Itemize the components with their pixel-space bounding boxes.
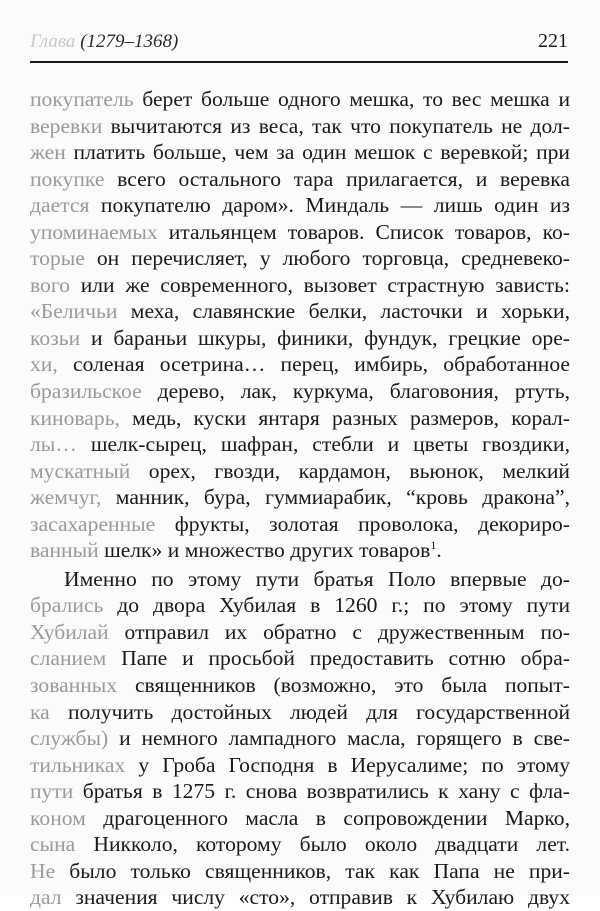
text-line-body: шелк-сырец, шафран, стебли и цветы гвоздики, bbox=[76, 432, 570, 457]
footnote-marker[interactable]: 1 bbox=[430, 538, 437, 553]
text-line-lead: хи, bbox=[30, 352, 58, 377]
text-line bbox=[30, 511, 570, 538]
text-line bbox=[30, 139, 570, 166]
text-line-body: Никколо, которому было около двадцати лет. bbox=[75, 832, 570, 857]
chapter-title-dates: (1279–1368) bbox=[75, 31, 179, 52]
text-line bbox=[30, 752, 570, 779]
text-line bbox=[30, 566, 570, 593]
text-line-body: у Гроба Господня в Иерусалиме; по этому bbox=[125, 752, 570, 777]
text-line bbox=[30, 592, 570, 619]
text-line-lead: покупатель bbox=[30, 87, 134, 111]
text-line-body: и немного лампадного масла, горящего в све- bbox=[108, 726, 570, 751]
text-line-lead: жен bbox=[30, 140, 66, 165]
text-line-lead: ка bbox=[30, 699, 50, 724]
text-line-body: итальянцем товаров. Список товаров, ко- bbox=[157, 219, 570, 244]
text-line-body: братья в 1275 г. снова возвратились к хану с фла- bbox=[73, 779, 570, 804]
text-line-lead: покупке bbox=[30, 166, 105, 191]
text-line-body: медь, куски янтаря разных размеров, корал- bbox=[119, 405, 570, 430]
text-line bbox=[30, 325, 570, 352]
text-line bbox=[30, 378, 570, 405]
text-line bbox=[30, 458, 570, 485]
text-line-lead: ванный bbox=[30, 538, 99, 563]
text-line-body: всего остального тара прилагается, и веревка bbox=[104, 166, 570, 191]
text-line-lead: козьи bbox=[30, 325, 81, 350]
text-line-body: дерево, лак, куркума, благовония, ртуть, bbox=[141, 379, 570, 404]
text-line-body: было только священников, так как Папа не при- bbox=[55, 858, 570, 883]
text-line bbox=[30, 113, 570, 140]
text-line-lead: торые bbox=[30, 246, 85, 271]
paragraph-1-last-line bbox=[30, 537, 570, 564]
text-line bbox=[30, 805, 570, 832]
text-line bbox=[30, 831, 570, 858]
text-line bbox=[30, 619, 570, 646]
text-line-body: вычитаются из веса, так что покупатель не дол- bbox=[102, 113, 570, 138]
text-line-body: или же современного, вызовет страстную зависть: bbox=[69, 272, 570, 297]
text-line bbox=[30, 645, 570, 672]
text-line bbox=[30, 192, 570, 219]
text-line-body: орех, гвозди, кардамон, вьюнок, мелкий bbox=[130, 458, 570, 483]
text-line-body: покупателю даром». Миндаль — лишь один из bbox=[89, 193, 570, 218]
text-line-lead: засахаренные bbox=[30, 511, 156, 536]
text-line-lead: киноварь, bbox=[30, 405, 120, 430]
text-line-body: драгоценного масла в сопровождении Марко, bbox=[85, 805, 570, 830]
header-rule bbox=[30, 61, 568, 63]
text-line bbox=[30, 405, 570, 432]
body-text bbox=[30, 86, 570, 911]
sentence-end: . bbox=[436, 538, 442, 563]
page-number: 221 bbox=[538, 30, 568, 52]
text-line-lead: пути bbox=[30, 779, 74, 804]
text-line-body: он перечисляет, у любого торговца, средневеко- bbox=[84, 246, 570, 271]
text-line-lead: зованных bbox=[30, 673, 118, 698]
text-line bbox=[30, 86, 570, 113]
text-line-lead: Хубилай bbox=[30, 619, 109, 644]
text-line bbox=[30, 351, 570, 378]
text-line bbox=[30, 858, 570, 885]
text-line bbox=[30, 699, 570, 726]
text-line bbox=[30, 431, 570, 458]
text-line bbox=[30, 672, 570, 699]
text-line bbox=[30, 298, 570, 325]
text-line bbox=[30, 884, 570, 911]
text-line bbox=[30, 219, 570, 246]
text-line-lead: упоминаемых bbox=[30, 219, 158, 244]
text-line bbox=[30, 725, 570, 752]
text-line bbox=[30, 166, 570, 193]
text-line-lead: жемчуг, bbox=[30, 485, 102, 510]
paragraph-2 bbox=[30, 566, 570, 911]
text-line-body: шелк» и множество других товаров bbox=[98, 538, 431, 563]
text-line-body: до двора Хубилая в 1260 г.; по этому пути bbox=[103, 593, 570, 618]
text-line-body: фрукты, золотая проволока, декориро- bbox=[155, 511, 570, 536]
text-line-lead: тильниках bbox=[30, 752, 126, 777]
chapter-title-faded: Глава bbox=[30, 31, 76, 52]
text-line-lead: сына bbox=[30, 832, 76, 857]
text-line-body: священников (возможно, это была попыт- bbox=[117, 673, 570, 698]
text-line-lead: лы… bbox=[30, 432, 77, 457]
text-line bbox=[30, 484, 570, 511]
text-line-body: платить больше, чем за один мешок с веревкой; при bbox=[65, 140, 570, 165]
text-line bbox=[30, 778, 570, 805]
text-line-body: берет больше одного мешка, то вес мешка и bbox=[133, 87, 570, 111]
text-line-body: Именно по этому пути братья Поло впервые до- bbox=[64, 566, 570, 591]
text-line bbox=[30, 245, 570, 272]
text-line-lead: службы) bbox=[30, 726, 109, 751]
text-line-lead: дается bbox=[30, 193, 90, 218]
text-line-lead: брались bbox=[30, 593, 104, 618]
text-line-body: получить достойных людей для государственной bbox=[49, 699, 570, 724]
text-line-lead: мускатный bbox=[30, 458, 131, 483]
text-line-lead: бразильское bbox=[30, 379, 142, 404]
text-line-body: манник, бура, гуммиарабик, “кровь дракона”, bbox=[101, 485, 570, 510]
text-line-lead: коном bbox=[30, 805, 86, 830]
text-line bbox=[30, 272, 570, 299]
text-line-body: Папе и просьбой предоставить сотню обра- bbox=[106, 646, 570, 671]
running-header bbox=[30, 30, 568, 56]
text-line-body: меха, славянские белки, ласточки и хорьки, bbox=[117, 299, 570, 324]
paragraph-1 bbox=[30, 86, 570, 537]
text-line-body: и бараньи шкуры, финики, фундук, грецкие оре- bbox=[80, 325, 570, 350]
text-line-lead: вого bbox=[30, 272, 70, 297]
text-line-body: отправил их обратно с дружественным по- bbox=[108, 619, 570, 644]
text-line-lead: дал bbox=[30, 885, 62, 910]
chapter-title bbox=[30, 31, 178, 53]
text-line-body: соленая осетрина… перец, имбирь, обработанное bbox=[57, 352, 570, 377]
text-line-lead: «Беличьи bbox=[30, 299, 118, 324]
text-line-lead: Не bbox=[30, 858, 56, 883]
text-line-lead: сланием bbox=[30, 646, 107, 671]
text-line-body: значения числу «сто», отправив к Хубилаю двух bbox=[61, 885, 570, 910]
text-line-lead: веревки bbox=[30, 113, 103, 138]
